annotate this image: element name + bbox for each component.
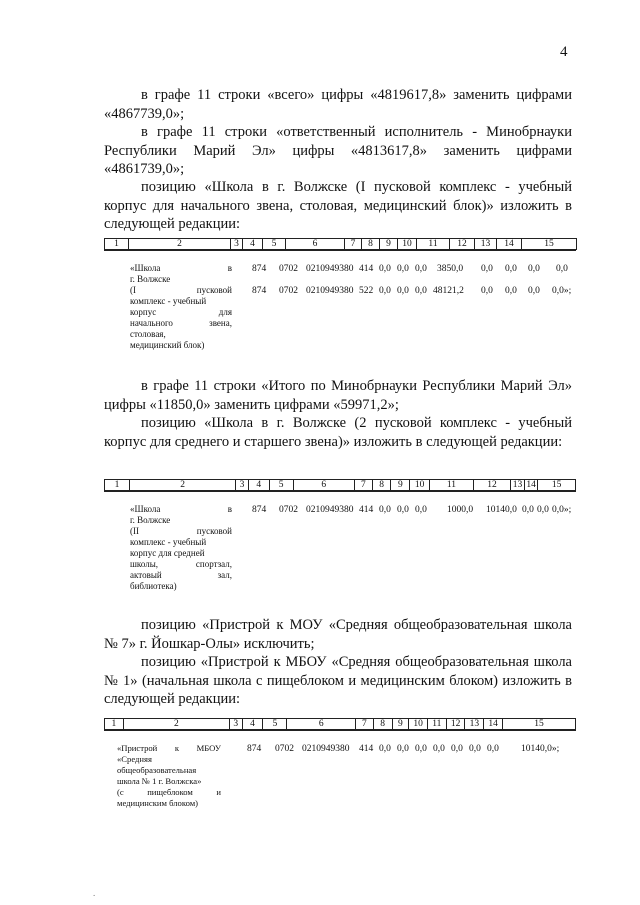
table-cell: 10140,0»; (521, 744, 560, 754)
table-cell: 874 (252, 505, 267, 515)
table-cell: 522 (359, 286, 374, 296)
paragraph-7: позицию «Пристрой к МБОУ «Средняя общеобразовательная школа № 1» (начальная школа с пищеблоком и медицинским блоком) изложить в следующей редакции: (104, 654, 572, 707)
col-header: 3 (236, 480, 249, 491)
page-number: 4 (560, 44, 568, 60)
table-cell: 0,0 (528, 286, 540, 296)
col-header: 9 (380, 239, 398, 250)
name-line: медицинским блоком) (117, 798, 198, 808)
table-cell: 0210949380 (306, 286, 354, 296)
col-header: 5 (263, 239, 286, 250)
col-header: 8 (372, 480, 391, 491)
table-cell: 0702 (279, 505, 298, 515)
table-cell: 0,0 (415, 286, 427, 296)
name-line: (I пусковой (130, 285, 232, 295)
table-cell: 0,0 (556, 264, 568, 274)
col-header: 11 (417, 239, 450, 250)
table-cell: 0,0 (469, 744, 481, 754)
col-header: 8 (373, 719, 392, 730)
col-header: 2 (129, 239, 231, 250)
name-line: (II пусковой (130, 526, 232, 536)
table-cell: 0,0 (433, 744, 445, 754)
table-cell: 0,0 (415, 505, 427, 515)
table-cell: 0702 (279, 264, 298, 274)
col-header: 4 (242, 719, 263, 730)
table-cell: 0,0 (451, 744, 463, 754)
col-header: 5 (269, 480, 293, 491)
table-cell: 0,0 (415, 744, 427, 754)
table-cell: 0,0 (397, 505, 409, 515)
table1-header-bottom-line (104, 250, 576, 251)
col-header: 13 (465, 719, 484, 730)
table-cell: 10140,0 (486, 505, 517, 515)
col-header: 5 (263, 719, 287, 730)
table-cell: 0,0 (397, 264, 409, 274)
name-line: «Средняя (117, 754, 152, 764)
col-header: 6 (287, 719, 356, 730)
col-header: 12 (446, 719, 465, 730)
col-header: 2 (123, 719, 229, 730)
name-line: медицинский блок) (130, 340, 205, 350)
name-line: г. Волжске (130, 274, 171, 284)
col-header: 3 (231, 239, 243, 250)
table-cell: 0210949380 (302, 744, 350, 754)
col-header: 7 (345, 239, 362, 250)
table-cell: 874 (252, 264, 267, 274)
table-cell: 0,0 (379, 505, 391, 515)
table1-object-name (130, 263, 232, 351)
table-cell: 0702 (275, 744, 294, 754)
col-header: 6 (293, 480, 354, 491)
col-header: 2 (130, 480, 236, 491)
col-header: 7 (355, 480, 373, 491)
table-cell: 0,0 (487, 744, 499, 754)
name-line: «Пристрой к МБОУ (117, 743, 221, 753)
table3-header (104, 718, 576, 730)
paragraph-2: в графе 11 строки «ответственный исполнитель - Минобрнауки Республики Марий Эл» цифры «4813617,8» заменить цифрами «4861739,0»; (104, 124, 572, 177)
col-header: 13 (475, 239, 497, 250)
col-header: 9 (391, 480, 410, 491)
table2-object-name (130, 504, 232, 592)
name-line: начального звена, (130, 318, 232, 328)
name-line: общеобразовательная (117, 765, 197, 775)
col-header: 1 (105, 719, 124, 730)
table-cell: 0,0»; (552, 505, 572, 515)
name-line: комплекс - учебный (130, 296, 207, 306)
name-line: «Школа в (130, 263, 232, 273)
col-header: 4 (243, 239, 263, 250)
name-line: г. Волжске (130, 515, 171, 525)
table3-header-bottom-line (104, 730, 576, 731)
table3-object-name (117, 743, 221, 809)
name-line: корпус для (130, 307, 232, 317)
name-line: школа № 1 г. Волжска» (117, 776, 202, 786)
table-cell: 48121,2 (433, 286, 464, 296)
name-line: школы, спортзал, (130, 559, 232, 569)
col-header: 15 (522, 239, 577, 250)
table-cell: 0,0 (528, 264, 540, 274)
table-cell: 3850,0 (437, 264, 464, 274)
table-cell: 414 (359, 505, 374, 515)
table-cell: 874 (252, 286, 267, 296)
paragraph-4: в графе 11 строки «Итого по Минобрнауки Республики Марий Эл» цифры «11850,0» заменить цифрами «59971,2»; (104, 378, 572, 413)
name-line: библиотека) (130, 581, 177, 591)
table-cell: 414 (359, 264, 374, 274)
col-header: 9 (392, 719, 409, 730)
table-cell: 0,0 (397, 286, 409, 296)
col-header: 10 (409, 719, 428, 730)
table-cell: 0,0 (522, 505, 534, 515)
table-cell: 1000,0 (447, 505, 474, 515)
col-header: 14 (484, 719, 503, 730)
footer-mark: . (93, 888, 96, 898)
table-cell: 414 (359, 744, 374, 754)
col-header: 10 (410, 480, 430, 491)
col-header: 7 (356, 719, 374, 730)
col-header: 10 (398, 239, 417, 250)
table-cell: 0,0 (481, 286, 493, 296)
paragraph-3: позицию «Школа в г. Волжске (I пусковой комплекс - учебный корпус для начального звена, столовая, медицинский блок)» изложить в следующей редакции: (104, 179, 572, 232)
table-cell: 0,0 (379, 744, 391, 754)
col-header: 12 (450, 239, 475, 250)
col-header: 3 (230, 719, 243, 730)
col-header: 11 (427, 719, 446, 730)
table1-header (104, 238, 577, 250)
table-cell: 0,0 (397, 744, 409, 754)
table-cell: 0,0 (505, 264, 517, 274)
table-cell: 0210949380 (306, 505, 354, 515)
name-line: столовая, (130, 329, 166, 339)
name-line: корпус для средней (130, 548, 205, 558)
table-cell: 0,0 (415, 264, 427, 274)
col-header: 15 (502, 719, 575, 730)
col-header: 14 (497, 239, 522, 250)
table-cell: 0,0 (537, 505, 549, 515)
table-cell: 0702 (279, 286, 298, 296)
table-cell: 0,0 (379, 286, 391, 296)
table-cell: 0,0 (505, 286, 517, 296)
col-header: 8 (362, 239, 380, 250)
table-cell: 0210949380 (306, 264, 354, 274)
name-line: комплекс - учебный (130, 537, 207, 547)
name-line: «Школа в (130, 504, 232, 514)
paragraph-6: позицию «Пристрой к МОУ «Средняя общеобразовательная школа № 7» г. Йошкар-Олы» исключить; (104, 617, 572, 652)
name-line: актовый зал, (130, 570, 232, 580)
table2-header (104, 479, 576, 491)
col-header: 6 (286, 239, 345, 250)
col-header: 14 (524, 480, 538, 491)
col-header: 13 (511, 480, 525, 491)
paragraph-5: позицию «Школа в г. Волжске (2 пусковой комплекс - учебный корпус для среднего и старшего звена)» изложить в следующей редакции: (104, 415, 572, 450)
table-cell: 874 (247, 744, 262, 754)
col-header: 11 (430, 480, 474, 491)
paragraph-1: в графе 11 строки «всего» цифры «4819617,8» заменить цифрами «4867739,0»; (104, 87, 572, 122)
col-header: 1 (105, 239, 129, 250)
name-line: (с пищеблоком и (117, 787, 221, 797)
table-cell: 0,0 (481, 264, 493, 274)
col-header: 15 (538, 480, 576, 491)
table-cell: 0,0 (379, 264, 391, 274)
col-header: 4 (248, 480, 269, 491)
col-header: 1 (105, 480, 130, 491)
col-header: 12 (473, 480, 511, 491)
table2-header-bottom-line (104, 491, 576, 492)
table-cell: 0,0»; (552, 286, 572, 296)
